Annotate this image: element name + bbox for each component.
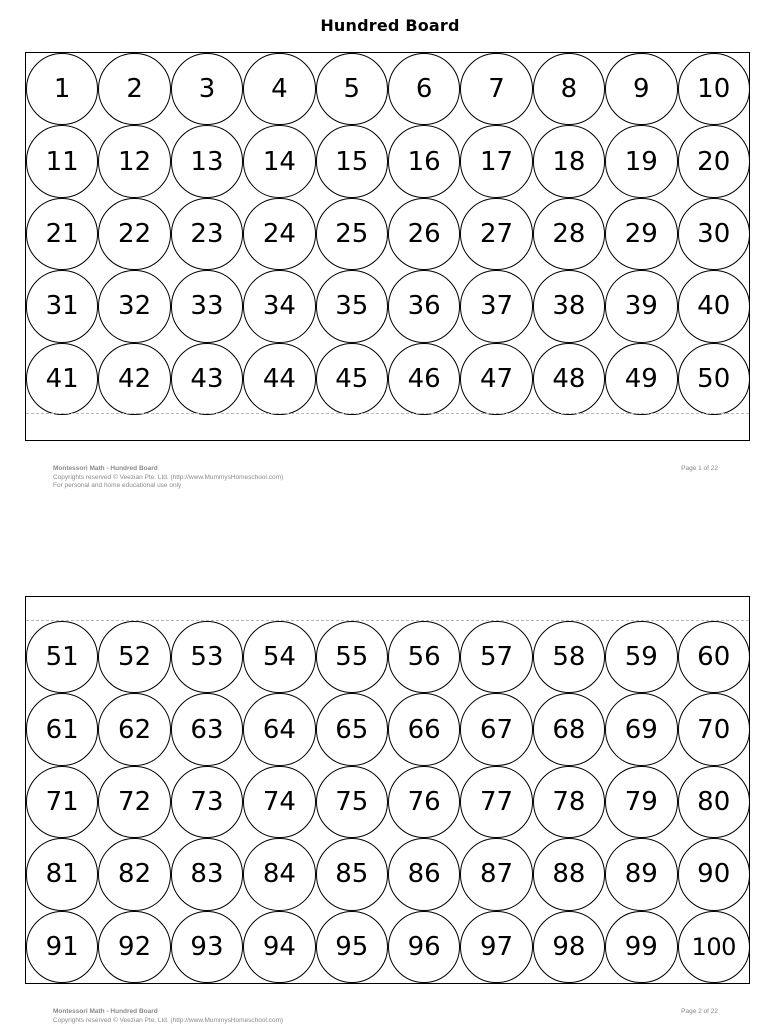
- number-circle: 82: [98, 838, 170, 910]
- number-circle: 26: [388, 198, 460, 270]
- number-circle: 37: [460, 270, 532, 342]
- number-circle: 76: [388, 766, 460, 838]
- number-circle: 31: [26, 270, 98, 342]
- number-circle: 18: [533, 125, 605, 197]
- number-circle: 61: [26, 693, 98, 765]
- number-circle: 13: [171, 125, 243, 197]
- number-circle: 4: [243, 53, 315, 125]
- number-circle: 93: [171, 911, 243, 983]
- number-circle: 55: [316, 621, 388, 693]
- number-circle: 5: [316, 53, 388, 125]
- number-circle: 43: [171, 343, 243, 415]
- number-circle: 87: [460, 838, 532, 910]
- number-circle: 3: [171, 53, 243, 125]
- number-circle: 49: [605, 343, 677, 415]
- number-circle: 88: [533, 838, 605, 910]
- number-circle: 16: [388, 125, 460, 197]
- number-circle: 98: [533, 911, 605, 983]
- number-circle: 80: [678, 766, 750, 838]
- number-circle: 56: [388, 621, 460, 693]
- number-circle: 19: [605, 125, 677, 197]
- number-circle: 21: [26, 198, 98, 270]
- number-circle: 94: [243, 911, 315, 983]
- number-circle: 34: [243, 270, 315, 342]
- footer-page-number: Page 2 of 22: [681, 1008, 718, 1017]
- number-circle: 15: [316, 125, 388, 197]
- footer-copyright: Copyrights reserved © Veezian Pte. Ltd. (http://www.MummysHomeschool.com): [53, 1017, 718, 1025]
- number-circle: 24: [243, 198, 315, 270]
- footer-usage: For personal and home educational use only: [53, 482, 718, 491]
- number-circle: 83: [171, 838, 243, 910]
- number-circle: 69: [605, 693, 677, 765]
- number-circle: 47: [460, 343, 532, 415]
- number-circle: 1: [26, 53, 98, 125]
- number-circle: 59: [605, 621, 677, 693]
- number-circle: 27: [460, 198, 532, 270]
- number-circle: 40: [678, 270, 750, 342]
- page-footer: [53, 465, 718, 491]
- number-circle: 79: [605, 766, 677, 838]
- number-circle: 39: [605, 270, 677, 342]
- footer-page-number: Page 1 of 22: [681, 465, 718, 474]
- number-circle: 57: [460, 621, 532, 693]
- number-circle: 20: [678, 125, 750, 197]
- number-circle: 100: [678, 911, 750, 983]
- number-circle: 42: [98, 343, 170, 415]
- number-circle: 89: [605, 838, 677, 910]
- number-circle: 91: [26, 911, 98, 983]
- number-circle: 53: [171, 621, 243, 693]
- number-circle: 63: [171, 693, 243, 765]
- number-circle: 12: [98, 125, 170, 197]
- number-circle: 11: [26, 125, 98, 197]
- number-circle: 75: [316, 766, 388, 838]
- number-circle: 48: [533, 343, 605, 415]
- page-title: Hundred Board: [0, 16, 768, 35]
- number-circle: 50: [678, 343, 750, 415]
- number-circle: 64: [243, 693, 315, 765]
- number-circle: 45: [316, 343, 388, 415]
- number-circle: 81: [26, 838, 98, 910]
- number-circle: 52: [98, 621, 170, 693]
- number-circle: 46: [388, 343, 460, 415]
- number-circle: 62: [98, 693, 170, 765]
- number-circle: 70: [678, 693, 750, 765]
- number-circle: 17: [460, 125, 532, 197]
- number-circle: 92: [98, 911, 170, 983]
- number-circle: 29: [605, 198, 677, 270]
- number-circle: 96: [388, 911, 460, 983]
- footer-doc-title: Montessori Math - Hundred Board: [53, 1008, 718, 1017]
- number-circle: 67: [460, 693, 532, 765]
- number-circle: 32: [98, 270, 170, 342]
- page-footer: [53, 1008, 718, 1025]
- number-circle: 72: [98, 766, 170, 838]
- footer-doc-title: Montessori Math - Hundred Board: [53, 465, 718, 474]
- number-circle: 97: [460, 911, 532, 983]
- number-circle: 77: [460, 766, 532, 838]
- number-circle: 22: [98, 198, 170, 270]
- cut-line: [26, 413, 749, 414]
- footer-copyright: Copyrights reserved © Veezian Pte. Ltd. (http://www.MummysHomeschool.com): [53, 474, 718, 483]
- number-circle: 68: [533, 693, 605, 765]
- number-circle: 35: [316, 270, 388, 342]
- number-circle: 85: [316, 838, 388, 910]
- number-circle: 78: [533, 766, 605, 838]
- number-circle: 60: [678, 621, 750, 693]
- number-circle: 84: [243, 838, 315, 910]
- number-circle: 44: [243, 343, 315, 415]
- number-circle: 90: [678, 838, 750, 910]
- number-circle: 28: [533, 198, 605, 270]
- number-circle: 10: [678, 53, 750, 125]
- number-circle: 6: [388, 53, 460, 125]
- number-circle: 9: [605, 53, 677, 125]
- number-circle: 54: [243, 621, 315, 693]
- number-circle: 71: [26, 766, 98, 838]
- number-circle: 65: [316, 693, 388, 765]
- number-circle: 7: [460, 53, 532, 125]
- number-circle: 73: [171, 766, 243, 838]
- number-circle: 41: [26, 343, 98, 415]
- number-circle: 74: [243, 766, 315, 838]
- number-circle: 66: [388, 693, 460, 765]
- number-circle: 51: [26, 621, 98, 693]
- number-circle: 2: [98, 53, 170, 125]
- number-circle: 23: [171, 198, 243, 270]
- number-circle: 33: [171, 270, 243, 342]
- hundred-board-part-2: [25, 596, 750, 984]
- number-grid: [26, 621, 750, 983]
- number-circle: 38: [533, 270, 605, 342]
- number-circle: 95: [316, 911, 388, 983]
- number-circle: 99: [605, 911, 677, 983]
- number-circle: 86: [388, 838, 460, 910]
- number-circle: 8: [533, 53, 605, 125]
- number-grid: [26, 53, 750, 415]
- number-circle: 58: [533, 621, 605, 693]
- number-circle: 25: [316, 198, 388, 270]
- number-circle: 36: [388, 270, 460, 342]
- number-circle: 14: [243, 125, 315, 197]
- hundred-board-part-1: [25, 52, 750, 441]
- number-circle: 30: [678, 198, 750, 270]
